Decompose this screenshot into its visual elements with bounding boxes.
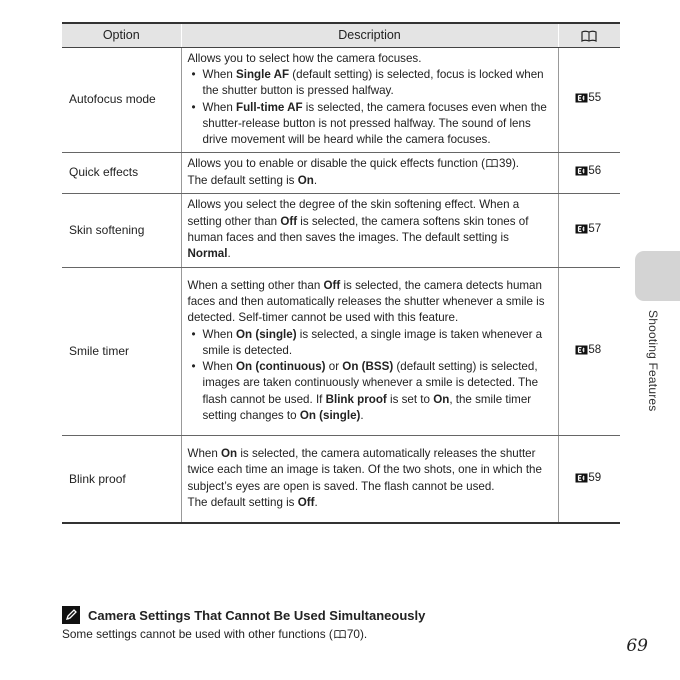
- book-icon: [581, 30, 597, 42]
- page-number: 69: [626, 636, 648, 656]
- settings-table: [62, 22, 620, 524]
- option-cell: Skin softening: [62, 193, 181, 267]
- option-cell: Autofocus mode: [62, 47, 181, 152]
- description-text: Allows you select the degree of the skin softening effect. When a setting other than Off is selected, the camera softens skin tones of human faces and then saves the images. The default setting is Normal.: [187, 198, 529, 261]
- table-row: [62, 435, 620, 523]
- reference-page-icon: [575, 473, 588, 483]
- option-cell: Smile timer: [62, 267, 181, 435]
- reference-page-icon: [575, 93, 588, 103]
- reference-cell[interactable]: [558, 193, 620, 267]
- table-row: [62, 193, 620, 267]
- reference-page: 55: [588, 92, 602, 105]
- description-text: Allows you to select how the camera focuses.: [187, 51, 422, 65]
- option-cell: Quick effects: [62, 152, 181, 193]
- section-tab[interactable]: [635, 251, 680, 301]
- note-text: Some settings cannot be used with other functions ( 70).: [62, 627, 368, 641]
- description-cell: [181, 193, 558, 267]
- reference-page-icon: [575, 345, 588, 355]
- table-row: [62, 267, 620, 435]
- description-cell: [181, 435, 558, 523]
- reference-page-icon: [575, 166, 588, 176]
- table-row: [62, 47, 620, 152]
- table-header-row: [62, 23, 620, 47]
- header-description: Description: [181, 23, 558, 47]
- description-cell: [181, 267, 558, 435]
- option-cell: Blink proof: [62, 435, 181, 523]
- description-text: When On is selected, the camera automatically releases the shutter twice each time an image is taken. Of the two shots, one in which the subject’s eyes are open is saved. The flash cannot be used.: [187, 447, 542, 493]
- bullet-item: • When On (continuous) or On (BSS) (default setting) is selected, images are taken continuously whenever a smile is detected. The flash cannot be used. If Blink proof is set to On, the smile timer setting changes to On (single).: [188, 359, 554, 424]
- table-row: [62, 152, 620, 193]
- header-option: Option: [62, 23, 181, 47]
- reference-page: 59: [588, 471, 602, 484]
- bullet-item: • When Full-time AF is selected, the camera focuses even when the shutter-release button is not pressed halfway. The sound of lens drive movement will be heard while the camera focuses.: [188, 100, 554, 149]
- description-text: When a setting other than Off is selected, the camera detects human faces and then automatically releases the shutter whenever a smile is detected. Self-timer cannot be used with this feature.: [187, 278, 545, 325]
- description-cell: [181, 152, 558, 193]
- reference-cell[interactable]: [558, 267, 620, 435]
- description-text: Allows you to enable or disable the quick effects function ( 39).: [187, 157, 520, 171]
- note-pencil-icon: [62, 606, 80, 624]
- bullet-item: • When Single AF (default setting) is selected, focus is locked when the shutter button is pressed halfway.: [188, 67, 554, 100]
- note-title: Camera Settings That Cannot Be Used Simultaneously: [88, 607, 426, 623]
- reference-cell[interactable]: [558, 47, 620, 152]
- header-reference: [558, 23, 620, 47]
- reference-page-icon: [575, 224, 588, 234]
- bullet-item: • When On (single) is selected, a single image is taken whenever a smile is detected.: [188, 327, 554, 360]
- reference-page: 57: [588, 222, 602, 235]
- description-text: The default setting is On.: [187, 173, 318, 187]
- description-text: The default setting is Off.: [187, 496, 318, 510]
- book-icon: [486, 158, 498, 168]
- section-label: Shooting Features: [646, 310, 660, 412]
- note-heading: [62, 605, 425, 625]
- reference-cell[interactable]: [558, 435, 620, 523]
- reference-cell[interactable]: [558, 152, 620, 193]
- reference-page: 56: [588, 165, 602, 178]
- reference-page: 58: [588, 343, 602, 356]
- book-icon: [334, 629, 346, 639]
- description-cell: [181, 47, 558, 152]
